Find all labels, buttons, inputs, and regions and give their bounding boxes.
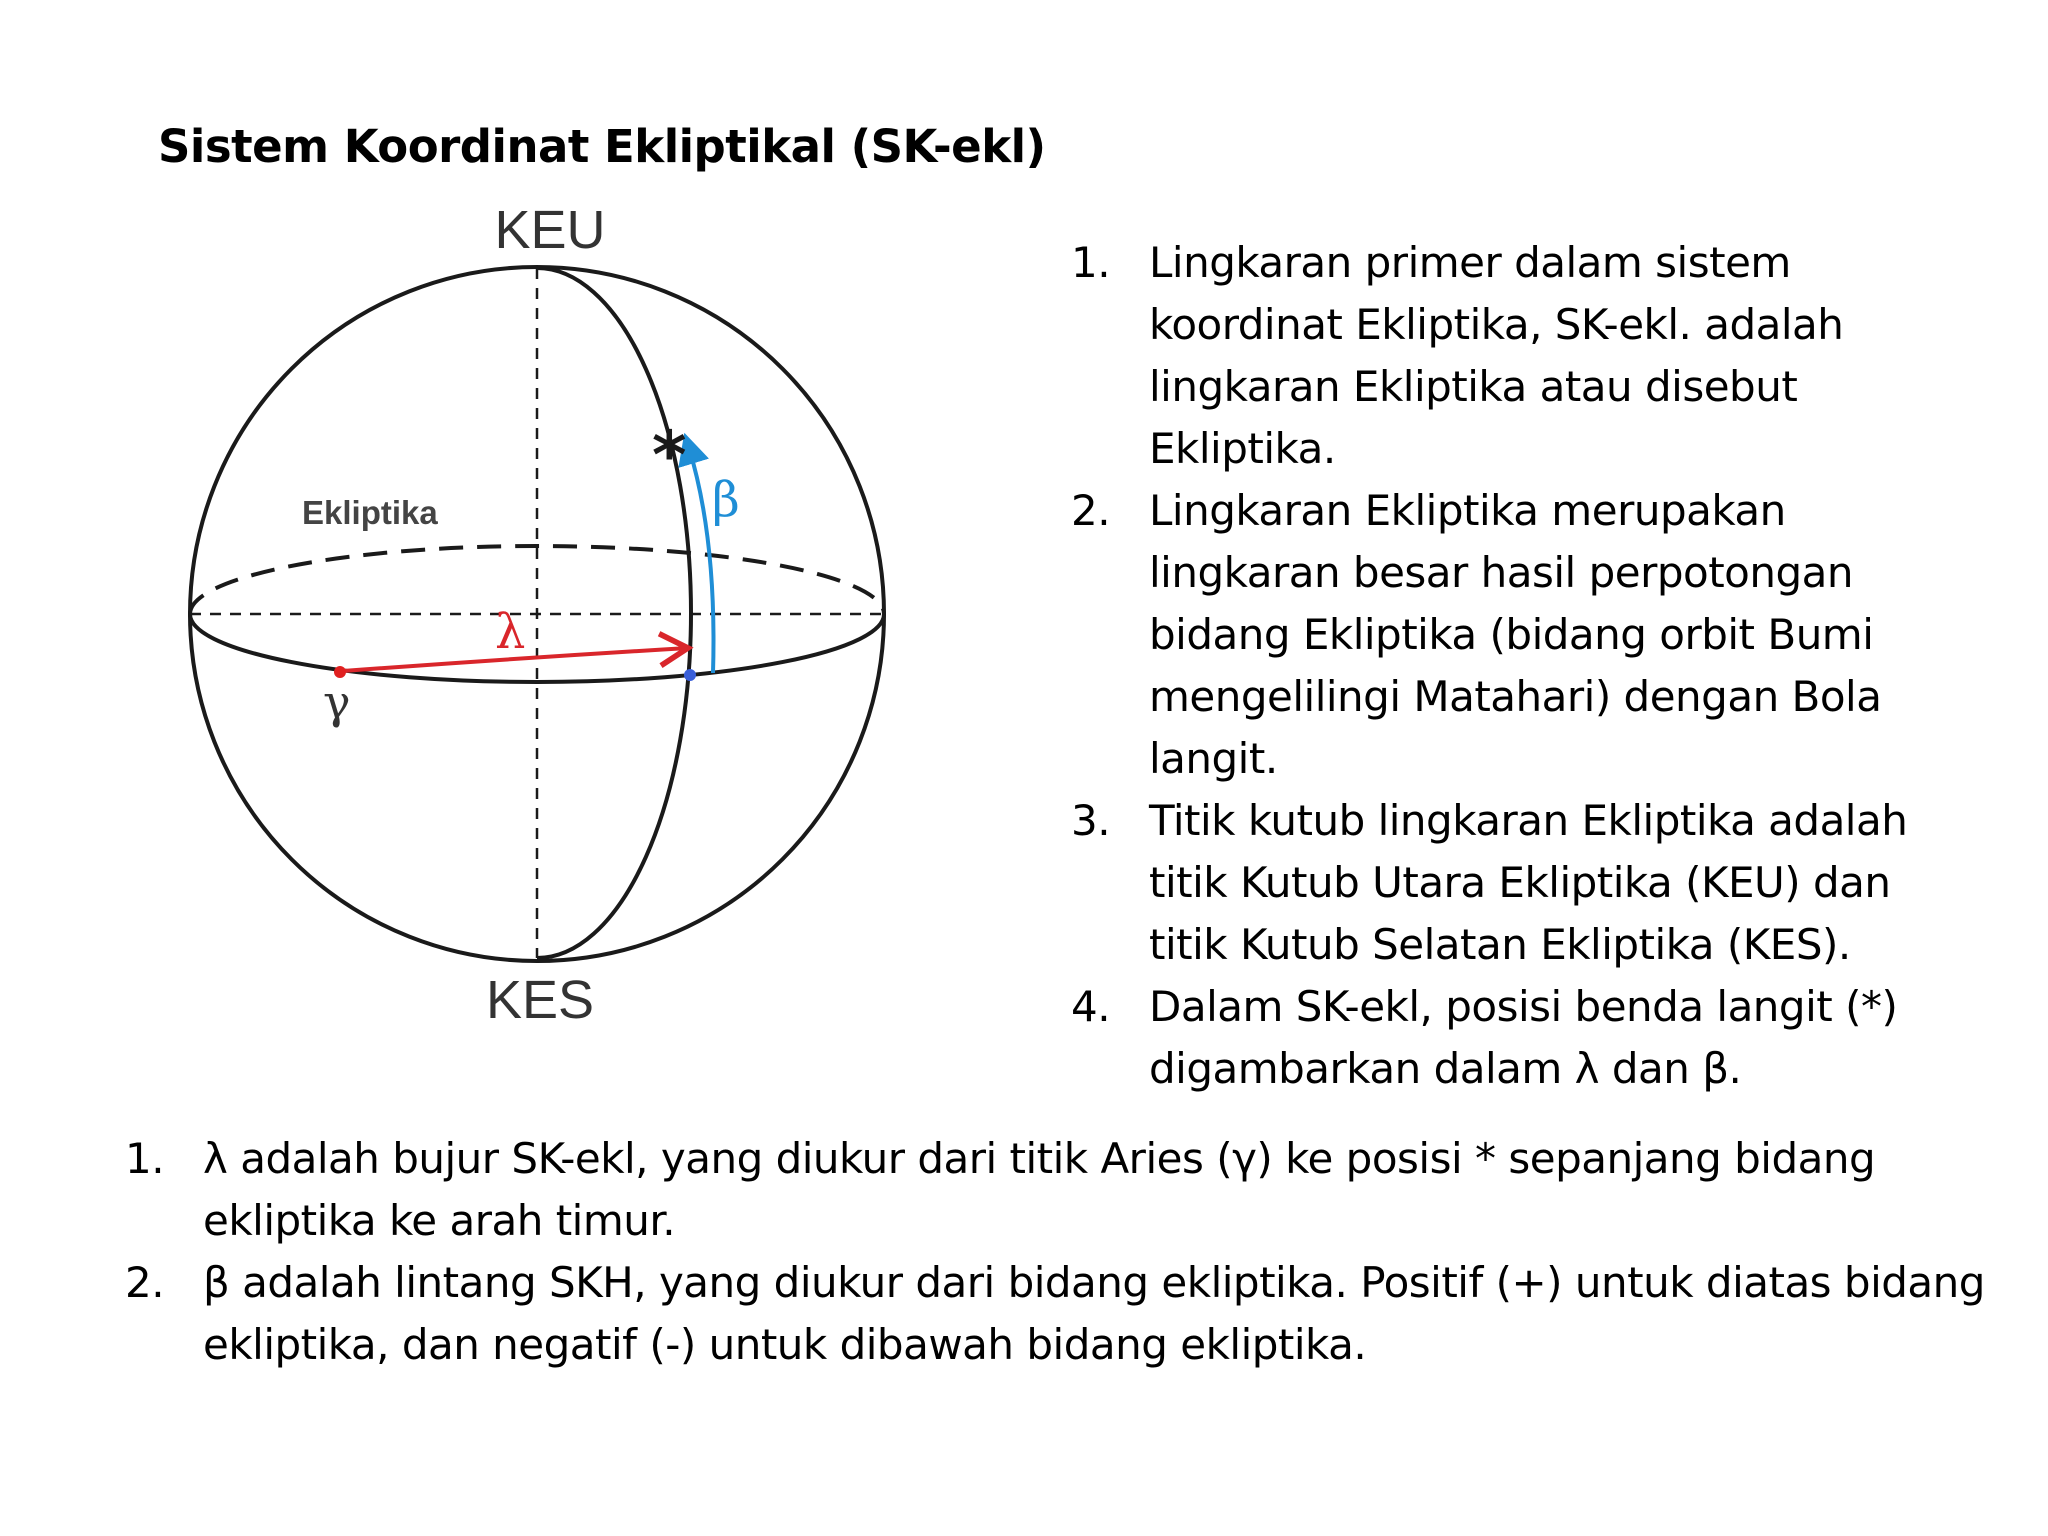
list-item: 1. Lingkaran primer dalam sistem koordinat Ekliptika, SK-ekl. adalah lingkaran Ekliptika atau disebut Ekliptika. [1071,238,1844,473]
list-item: 2. β adalah lintang SKH, yang diukur dari bidang ekliptika. Positif (+) untuk diatas bidang ekliptika, dan negatif (-) untuk dibawah bidang ekliptika. [125,1258,1985,1369]
page-title: Sistem Koordinat Ekliptikal (SK-ekl) [158,120,1046,173]
beta-arc [689,448,714,673]
ecliptic-label: Ekliptika [302,494,438,531]
aries-label: γ [323,675,351,729]
star-object-icon: * [652,417,687,494]
right-info-list [1071,232,1981,1100]
list-item: 1. λ adalah bujur SK-ekl, yang diukur dari titik Aries (γ) ke posisi * sepanjang bidang ekliptika ke arah timur. [125,1134,1876,1245]
intersection-point [684,669,696,681]
beta-label: β [712,472,740,528]
list-item: 3. Titik kutub lingkaran Ekliptika adalah titik Kutub Utara Ekliptika (KEU) dan titik Kutub Selatan Ekliptika (KES). [1071,796,1908,969]
list-item: 2. Lingkaran Ekliptika merupakan lingkaran besar hasil perpotongan bidang Ekliptika (bidang orbit Bumi mengelilingi Matahari) dengan Bola langit. [1071,486,1882,783]
list-item: 4. Dalam SK-ekl, posisi benda langit (*) digambarkan dalam λ dan β. [1071,982,1898,1093]
south-pole-label: KES [485,970,595,1030]
lambda-label: λ [495,604,526,660]
bottom-info-list [125,1128,2005,1376]
north-pole-label: KEU [494,200,606,260]
